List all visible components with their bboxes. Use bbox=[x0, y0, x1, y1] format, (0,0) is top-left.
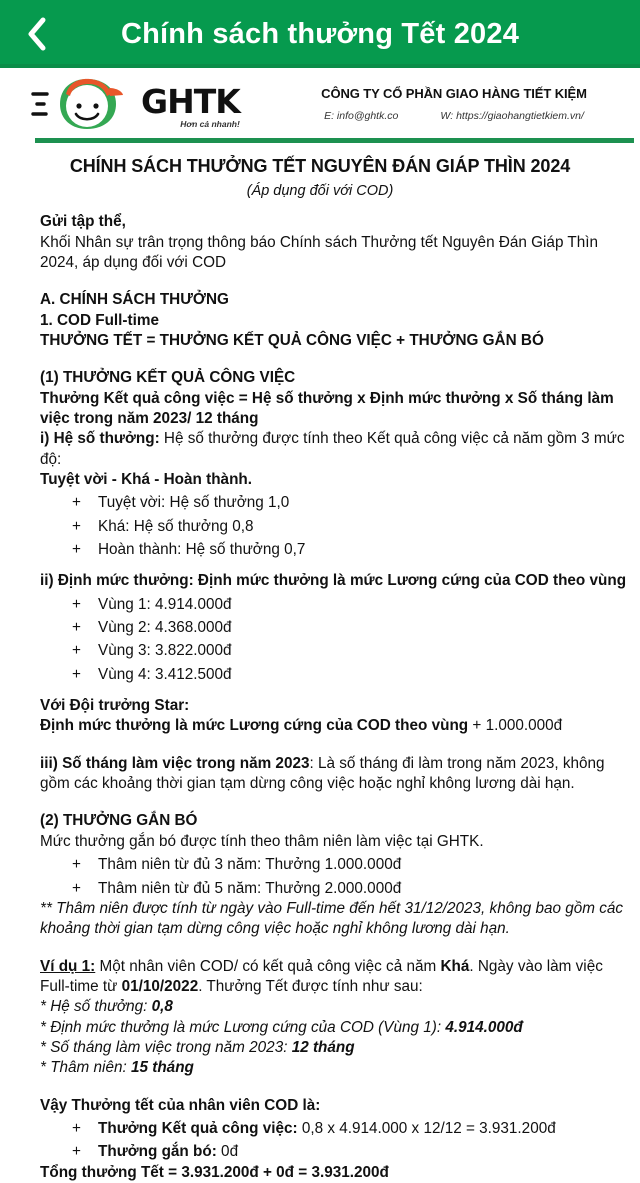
example-line-label: * Số tháng làm việc trong năm 2023: bbox=[40, 1038, 292, 1056]
ghtk-tagline: Hơn cả nhanh! bbox=[180, 119, 240, 129]
item-ii bbox=[40, 571, 630, 591]
company-website: W: https://giaohangtietkiem.vn/ bbox=[440, 110, 584, 122]
app-bar bbox=[0, 0, 640, 68]
star-rule bbox=[40, 716, 630, 736]
star-heading bbox=[40, 696, 630, 716]
example-line-label: * Định mức thưởng là mức Lương cứng của COD (Vùng 1): bbox=[40, 1018, 446, 1036]
block1-formula-text: Thưởng Kết quả công việc = Hệ số thưởng x Định mức thưởng x Số tháng làm việc trong năm 2023/ 12 tháng bbox=[40, 389, 614, 427]
block2-heading bbox=[40, 811, 630, 831]
example-line-value: 12 tháng bbox=[291, 1038, 355, 1056]
item-ii-list bbox=[40, 595, 630, 685]
company-name: CÔNG TY CỔ PHẦN GIAO HÀNG TIẾT KIỆM bbox=[321, 86, 587, 101]
block2-text: Mức thưởng gắn bó được tính theo thâm niên làm việc tại GHTK. bbox=[40, 832, 484, 850]
company-contacts bbox=[284, 110, 624, 122]
result-heading-text: Vậy Thưởng tết của nhân viên COD là: bbox=[40, 1096, 321, 1114]
example-line bbox=[40, 1058, 630, 1078]
star-heading-text: Với Đội trưởng Star: bbox=[40, 697, 190, 715]
item-i-label: i) Hệ số thưởng: bbox=[40, 430, 160, 448]
policy-title: CHÍNH SÁCH THƯỞNG TẾT NGUYÊN ĐÁN GIÁP THÌN 2024 bbox=[69, 156, 571, 176]
bonus-formula-text: THƯỞNG TẾT = THƯỞNG KẾT QUẢ CÔNG VIỆC + THƯỞNG GẮN BÓ bbox=[40, 331, 544, 349]
item-iii-text: : Là số tháng đi làm trong năm 2023, không gồm các khoảng thời gian tạm dừng công việc hoặc nghỉ không lương dài hạn. bbox=[40, 754, 605, 793]
example-grade: Khá bbox=[440, 957, 470, 975]
example-date: 01/10/2022 bbox=[121, 977, 199, 995]
result-item-label: Thưởng Kết quả công việc: bbox=[98, 1119, 298, 1137]
list-item: + Tuyệt vời: Hệ số thưởng 1,0 bbox=[40, 493, 630, 513]
example-line bbox=[40, 1038, 630, 1058]
item-i-levels bbox=[40, 470, 630, 490]
ghtk-logo bbox=[30, 77, 280, 131]
company-email: E: info@ghtk.co bbox=[324, 110, 399, 122]
example-line-value: 15 tháng bbox=[130, 1059, 194, 1077]
total-line-text: Tổng thưởng Tết = 3.931.200đ + 0đ = 3.931.200đ bbox=[40, 1163, 389, 1181]
company-info bbox=[280, 86, 624, 122]
list-item: + Vùng 4: 3.412.500đ bbox=[40, 665, 630, 685]
list-item: + Vùng 2: 4.368.000đ bbox=[40, 618, 630, 638]
total-line bbox=[40, 1163, 630, 1183]
list-item: + Thâm niên từ đủ 5 năm: Thưởng 2.000.000đ bbox=[40, 879, 630, 899]
block1-formula bbox=[40, 389, 630, 430]
block2-note: ** Thâm niên được tính từ ngày vào Full-time đến hết 31/12/2023, không bao gồm các khoảng thời gian tạm dừng công việc hoặc nghỉ không lương dài hạn. bbox=[40, 899, 624, 938]
list-item: + Vùng 3: 3.822.000đ bbox=[40, 641, 630, 661]
star-rule-rest: + 1.000.000đ bbox=[468, 717, 563, 735]
ghtk-smiley-icon bbox=[30, 77, 145, 131]
example-line-label: * Hệ số thưởng: bbox=[40, 998, 152, 1016]
result-item-value: 0đ bbox=[216, 1143, 239, 1161]
letterhead bbox=[0, 68, 634, 134]
document-body bbox=[0, 68, 640, 1183]
back-button[interactable] bbox=[14, 11, 60, 57]
item-ii-text: Định mức thưởng là mức Lương cứng của COD theo vùng bbox=[193, 572, 627, 590]
policy-subtitle: (Áp dụng đối với COD) bbox=[246, 182, 394, 199]
example-intro bbox=[40, 957, 630, 998]
list-item: + Thâm niên từ đủ 3 năm: Thưởng 1.000.000đ bbox=[40, 855, 630, 875]
section-a-sub-heading bbox=[40, 311, 630, 331]
item-i-list bbox=[40, 493, 630, 560]
example-text-2: . Ngày vào làm việc Full-time từ bbox=[40, 957, 603, 995]
page-title: Chính sách thưởng Tết 2024 bbox=[120, 17, 520, 50]
result-heading bbox=[40, 1096, 630, 1116]
chevron-left-icon bbox=[26, 16, 48, 52]
item-ii-label: ii) Định mức thưởng: bbox=[40, 572, 194, 590]
greeting bbox=[40, 212, 630, 232]
item-i-text: Hệ số thưởng được tính theo Kết quả công việc cả năm gồm 3 mức độ: bbox=[40, 430, 625, 468]
list-item: + Hoàn thành: Hệ số thưởng 0,7 bbox=[40, 540, 630, 560]
result-item-label: Thưởng gắn bó: bbox=[98, 1143, 217, 1161]
block2-list bbox=[40, 855, 630, 899]
example-line-value: 0,8 bbox=[151, 998, 173, 1016]
result-item-value: 0,8 x 4.914.000 x 12/12 = 3.931.200đ bbox=[297, 1119, 556, 1137]
example-line-value: 4.914.000đ bbox=[445, 1018, 523, 1036]
example-text-3: . Thưởng Tết được tính như sau: bbox=[198, 977, 423, 995]
block1-heading bbox=[40, 368, 630, 388]
policy-content bbox=[0, 143, 634, 1183]
item-i-levels-text: Tuyệt vời - Khá - Hoàn thành. bbox=[40, 471, 253, 488]
section-a-sub-heading-text: 1. COD Full-time bbox=[40, 311, 159, 329]
example-text-1: Một nhân viên COD/ có kết quả công việc cả năm bbox=[95, 957, 441, 975]
bonus-formula bbox=[40, 331, 630, 351]
item-iii-label: iii) Số tháng làm việc trong năm 2023 bbox=[40, 754, 310, 772]
greeting-text: Gửi tập thể, bbox=[40, 213, 126, 231]
ghtk-wordmark-text: GHTK bbox=[141, 82, 240, 121]
section-a-heading-text: A. CHÍNH SÁCH THƯỞNG bbox=[40, 291, 229, 309]
example-line bbox=[40, 997, 630, 1017]
list-item bbox=[40, 1119, 630, 1139]
list-item bbox=[40, 1142, 630, 1162]
item-i bbox=[40, 429, 630, 470]
example-label: Ví dụ 1: bbox=[40, 957, 96, 975]
intro-paragraph: Khối Nhân sự trân trọng thông báo Chính sách Thưởng tết Nguyên Đán Giáp Thìn 2024, áp dụng đối với COD bbox=[40, 233, 599, 271]
block2-heading-text: (2) THƯỞNG GẮN BÓ bbox=[40, 812, 198, 830]
section-a-heading bbox=[40, 290, 630, 310]
block1-heading-text: (1) THƯỞNG KẾT QUẢ CÔNG VIỆC bbox=[40, 369, 296, 387]
star-rule-bold: Định mức thưởng là mức Lương cứng của COD theo vùng bbox=[40, 717, 469, 735]
item-iii bbox=[40, 754, 630, 795]
example-line-label: * Thâm niên: bbox=[40, 1059, 131, 1077]
list-item: + Vùng 1: 4.914.000đ bbox=[40, 595, 630, 615]
example-line bbox=[40, 1018, 630, 1038]
list-item: + Khá: Hệ số thưởng 0,8 bbox=[40, 517, 630, 537]
result-list bbox=[40, 1119, 630, 1163]
ghtk-wordmark bbox=[141, 82, 240, 131]
